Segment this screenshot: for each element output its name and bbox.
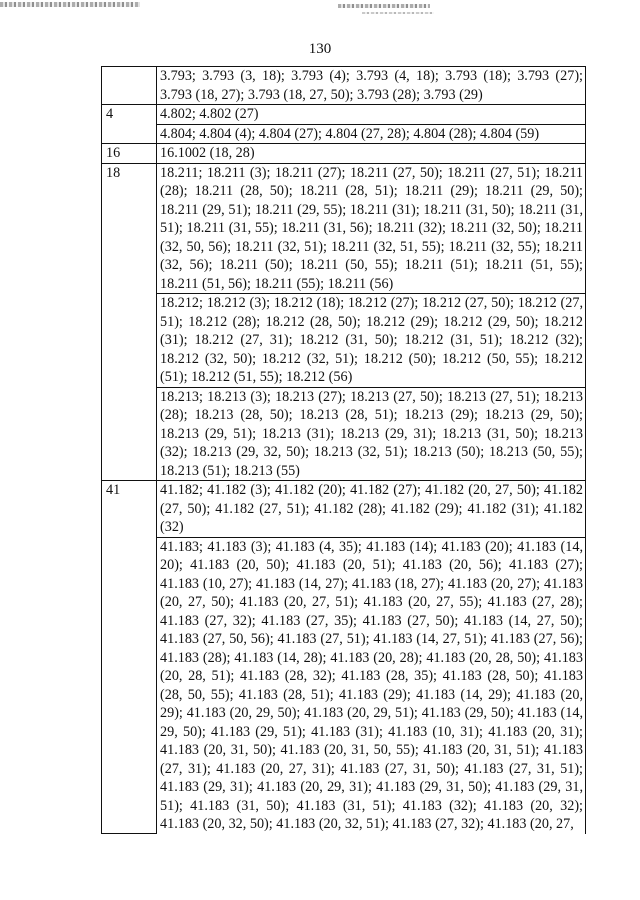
table-row (102, 163, 586, 294)
row-code (102, 67, 157, 105)
scan-artifact-top-faint (362, 12, 434, 14)
row-entry: 18.212; 18.212 (3); 18.212 (18); 18.212 (27); 18.212 (27, 50); 18.212 (27, 51); 18.212 (28); 18.212 (28, 50); 18.212 (29); 18.212 (29, 50); 18.212 (31); 18.212 (27, 31); 18.212 (31, 50); 18.212 (31, 51); 18.212 (32); 18.212 (32, 50); 18.212 (32, 51); 18.212 (50); 18.212 (50, 55); 18.212 (51); 18.212 (51, 55); 18.212 (56) (157, 294, 586, 388)
row-entry: 18.211; 18.211 (3); 18.211 (27); 18.211 (27, 50); 18.211 (27, 51); 18.211 (28); 18.211 (28, 50); 18.211 (28, 51); 18.211 (29); 18.211 (29, 50); 18.211 (29, 51); 18.211 (29, 55); 18.211 (31); 18.211 (31, 50); 18.211 (31, 51); 18.211 (31, 55); 18.211 (31, 56); 18.211 (32); 18.211 (32, 50); 18.211 (32, 50, 56); 18.211 (32, 51); 18.211 (32, 51, 55); 18.211 (32, 55); 18.211 (32, 56); 18.211 (50); 18.211 (50, 55); 18.211 (51); 18.211 (51, 55); 18.211 (51, 56); 18.211 (55); 18.211 (56) (157, 163, 586, 294)
table-row (102, 481, 586, 538)
page-number: 130 (308, 41, 332, 57)
table-row (102, 294, 586, 388)
row-code: 4 (102, 105, 157, 144)
table-row (102, 124, 586, 144)
scan-artifact-top (338, 4, 430, 8)
row-entry: 16.1002 (18, 28) (157, 144, 586, 164)
row-entry: 4.802; 4.802 (27) (157, 105, 586, 125)
table-row (102, 537, 586, 834)
row-code: 16 (102, 144, 157, 164)
table-row (102, 387, 586, 481)
row-code: 41 (102, 481, 157, 834)
table-row (102, 105, 586, 125)
table-row (102, 144, 586, 164)
row-entry: 41.183; 41.183 (3); 41.183 (4, 35); 41.183 (14); 41.183 (20); 41.183 (14, 20); 41.183 (20, 50); 41.183 (20, 51); 41.183 (20, 56); 41.183 (27); 41.183 (10, 27); 41.183 (14, 27); 41.183 (18, 27); 41.183 (20, 27); 41.183 (20, 27, 50); 41.183 (20, 27, 51); 41.183 (20, 27, 55); 41.183 (27, 28); 41.183 (27, 32); 41.183 (27, 35); 41.183 (27, 50); 41.183 (14, 27, 50); 41.183 (27, 50, 56); 41.183 (27, 51); 41.183 (14, 27, 51); 41.183 (27, 56); 41.183 (28); 41.183 (14, 28); 41.183 (20, 28); 41.183 (20, 28, 50); 41.183 (20, 28, 51); 41.183 (28, 32); 41.183 (28, 35); 41.183 (28, 50); 41.183 (28, 50, 55); 41.183 (28, 51); 41.183 (29); 41.183 (14, 29); 41.183 (20, 29); 41.183 (20, 29, 50); 41.183 (20, 29, 51); 41.183 (29, 50); 41.183 (14, 29, 50); 41.183 (29, 51); 41.183 (31); 41.183 (10, 31); 41.183 (20, 31); 41.183 (20, 31, 50); 41.183 (20, 31, 50, 55); 41.183 (20, 31, 51); 41.183 (27, 31); 41.183 (20, 27, 31); 41.183 (27, 31, 50); 41.183 (27, 31, 51); 41.183 (29, 31); 41.183 (20, 29, 31); 41.183 (29, 31, 50); 41.183 (29, 31, 51); 41.183 (31, 50); 41.183 (31, 51); 41.183 (32); 41.183 (20, 32); 41.183 (20, 32, 50); 41.183 (20, 32, 51); 41.183 (27, 32); 41.183 (20, 27, (157, 537, 586, 834)
row-entry: 3.793; 3.793 (3, 18); 3.793 (4); 3.793 (4, 18); 3.793 (18); 3.793 (27); 3.793 (18, 27); 3.793 (18, 27, 50); 3.793 (28); 3.793 (29) (157, 67, 586, 105)
codes-table (101, 66, 586, 834)
table-row (102, 67, 586, 105)
row-entry: 18.213; 18.213 (3); 18.213 (27); 18.213 (27, 50); 18.213 (27, 51); 18.213 (28); 18.213 (28, 50); 18.213 (28, 51); 18.213 (29); 18.213 (29, 50); 18.213 (29, 51); 18.213 (31); 18.213 (29, 31); 18.213 (31, 50); 18.213 (32); 18.213 (29, 32, 50); 18.213 (32, 51); 18.213 (50); 18.213 (50, 55); 18.213 (51); 18.213 (55) (157, 387, 586, 481)
row-entry: 41.182; 41.182 (3); 41.182 (20); 41.182 (27); 41.182 (20, 27, 50); 41.182 (27, 50); 41.182 (27, 51); 41.182 (28); 41.182 (29); 41.182 (31); 41.182 (32) (157, 481, 586, 538)
scan-artifact-left (0, 2, 140, 7)
row-entry: 4.804; 4.804 (4); 4.804 (27); 4.804 (27, 28); 4.804 (28); 4.804 (59) (157, 124, 586, 144)
row-code: 18 (102, 163, 157, 481)
